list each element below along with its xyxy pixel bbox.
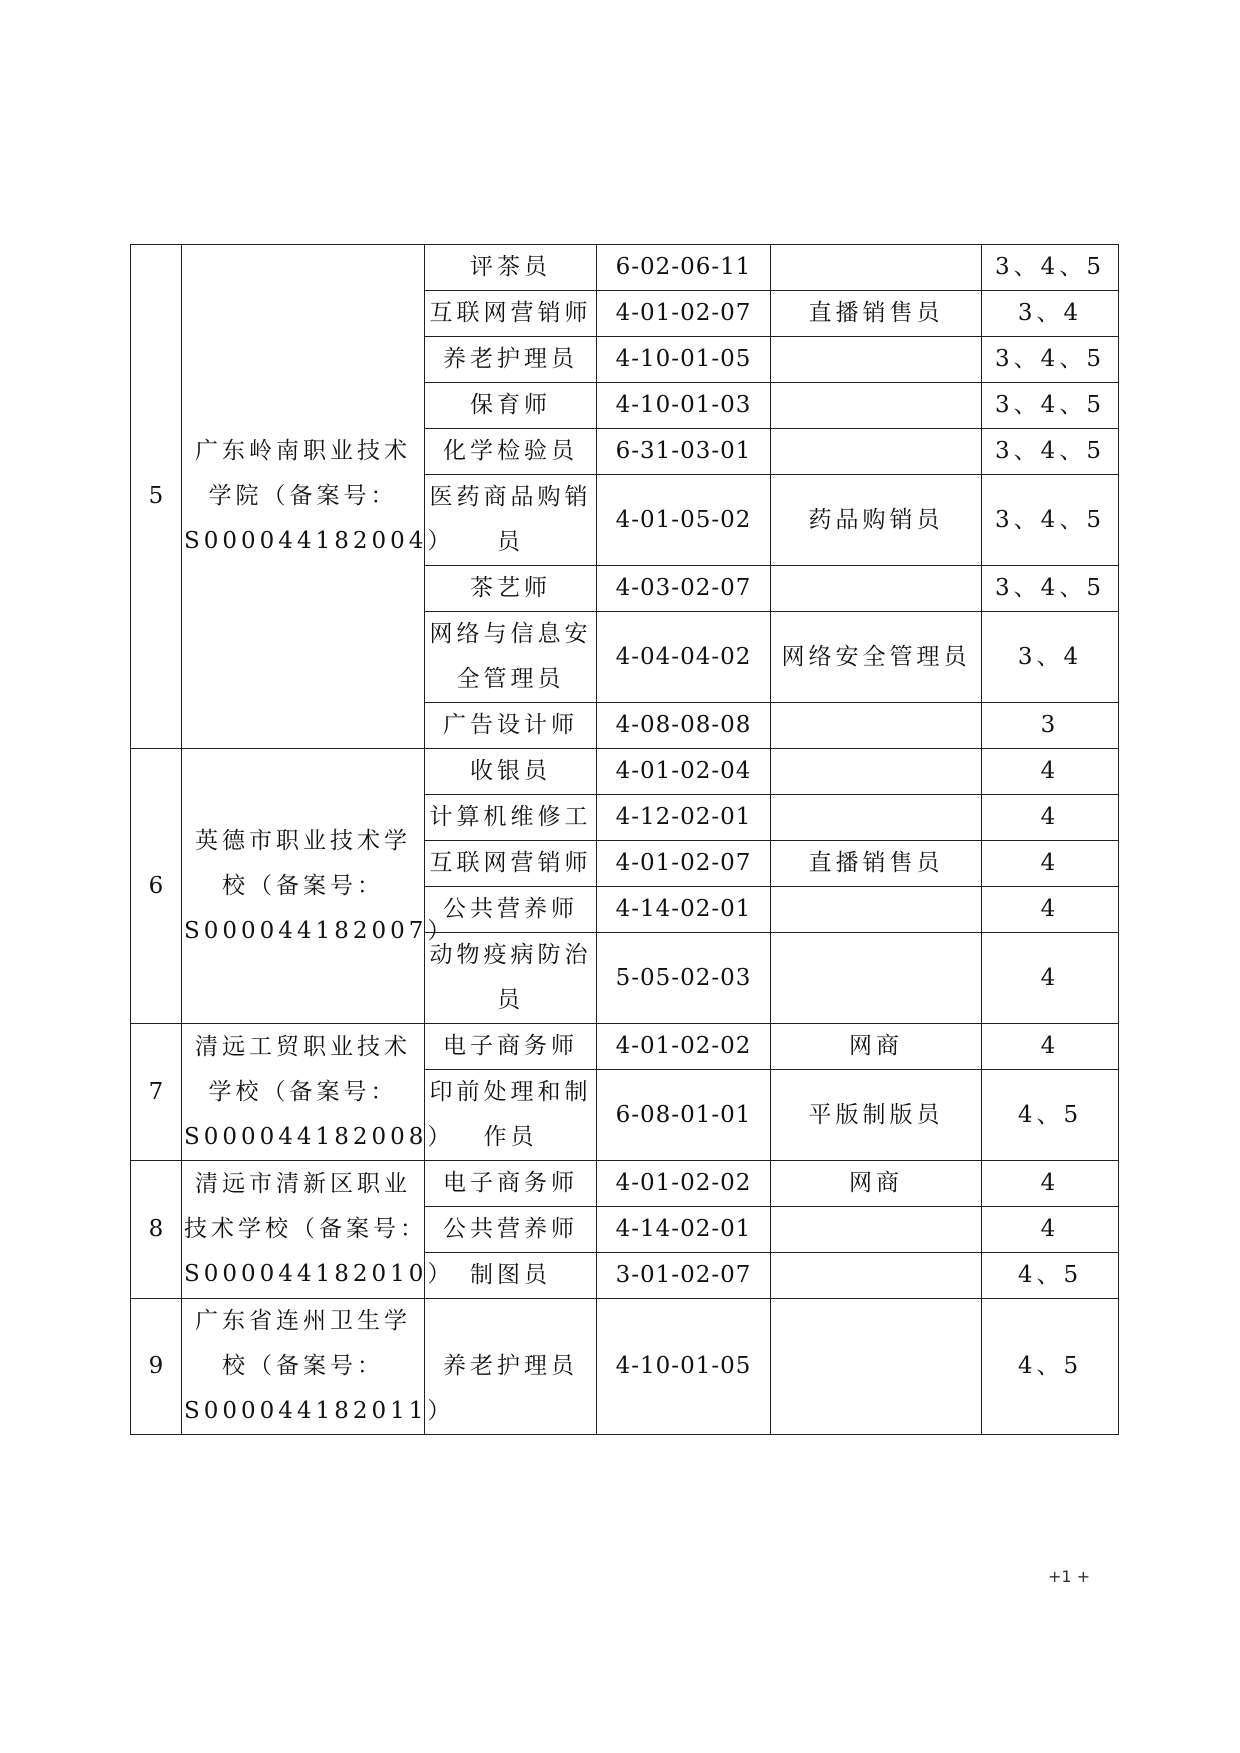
school-name-line: 清远工贸职业技术 [195, 1033, 411, 1060]
school-name-line: S000044182008） [184, 1123, 455, 1150]
levels-cell: 3、4、5 [982, 566, 1119, 612]
occupation-cell: 茶艺师 [425, 566, 597, 612]
occupation-code-cell: 3-01-02-07 [597, 1253, 771, 1299]
school-name-line: 校（备案号： [222, 872, 384, 899]
school-name-line: 英德市职业技术学 [195, 827, 411, 854]
occupation-cell: 互联网营销师 [425, 291, 597, 337]
occupation-cell: 广告设计师 [425, 703, 597, 749]
certification-table [130, 244, 1119, 1435]
occupation-code-cell: 4-12-02-01 [597, 795, 771, 841]
levels-cell: 4 [982, 1161, 1119, 1207]
table-body [131, 245, 1119, 1435]
occupation-cell: 收银员 [425, 749, 597, 795]
occupation-cell: 评茶员 [425, 245, 597, 291]
school-name-line: 技术学校（备案号： [184, 1216, 427, 1242]
school-name-line: 广东岭南职业技术 [195, 438, 411, 464]
occupation-code-cell: 4-04-04-02 [597, 612, 771, 703]
levels-cell: 4、5 [982, 1253, 1119, 1299]
subtype-cell [771, 337, 982, 383]
occupation-code-cell: 4-01-02-07 [597, 291, 771, 337]
school-name-cell [182, 749, 455, 1024]
school-name-line: 校（备案号： [222, 1353, 384, 1379]
levels-cell: 3、4、5 [982, 337, 1119, 383]
table-row [131, 1299, 1119, 1435]
levels-cell: 4、5 [982, 1299, 1119, 1435]
subtype-cell [771, 749, 982, 795]
occupation-code-cell: 4-01-02-02 [597, 1024, 771, 1070]
occupation-cell: 网络与信息安全管理员 [425, 612, 597, 703]
occupation-code-cell: 6-31-03-01 [597, 429, 771, 475]
occupation-cell: 制图员 [425, 1253, 597, 1299]
occupation-code-cell: 4-03-02-07 [597, 566, 771, 612]
occupation-code-cell: 4-14-02-01 [597, 1207, 771, 1253]
occupation-code-cell: 4-01-02-04 [597, 749, 771, 795]
subtype-cell [771, 383, 982, 429]
row-number: 9 [131, 1299, 182, 1435]
school-name-cell [182, 245, 455, 749]
row-number: 7 [131, 1024, 182, 1161]
table-row [131, 1024, 1119, 1070]
occupation-cell: 电子商务师 [425, 1024, 597, 1070]
occupation-cell: 计算机维修工 [425, 795, 597, 841]
occupation-code-cell: 5-05-02-03 [597, 933, 771, 1024]
occupation-cell: 化学检验员 [425, 429, 597, 475]
occupation-code-cell: 4-10-01-03 [597, 383, 771, 429]
levels-cell: 4 [982, 841, 1119, 887]
school-name-line: S000044182007） [184, 917, 455, 944]
school-name-line: 学校（备案号： [208, 1078, 398, 1105]
subtype-cell [771, 1299, 982, 1435]
levels-cell: 4 [982, 1024, 1119, 1070]
subtype-cell: 网络安全管理员 [771, 612, 982, 703]
table-row [131, 1161, 1119, 1207]
subtype-cell: 直播销售员 [771, 841, 982, 887]
subtype-cell [771, 887, 982, 933]
subtype-cell [771, 933, 982, 1024]
page-number: +1 + [1048, 1567, 1091, 1586]
school-name-cell [182, 1299, 455, 1435]
school-name-line: 广东省连州卫生学 [195, 1308, 411, 1334]
school-name-line: S000044182010） [184, 1261, 455, 1287]
school-name-line: 清远市清新区职业 [195, 1171, 411, 1197]
table-row [131, 245, 1119, 291]
occupation-code-cell: 4-01-05-02 [597, 475, 771, 566]
occupation-cell: 养老护理员 [425, 337, 597, 383]
levels-cell: 3、4 [982, 612, 1119, 703]
subtype-cell: 直播销售员 [771, 291, 982, 337]
school-name-cell [182, 1161, 455, 1299]
subtype-cell [771, 1253, 982, 1299]
occupation-code-cell: 4-14-02-01 [597, 887, 771, 933]
occupation-cell: 养老护理员 [425, 1299, 597, 1435]
row-number: 6 [131, 749, 182, 1024]
occupation-cell: 动物疫病防治员 [425, 933, 597, 1024]
levels-cell: 4 [982, 887, 1119, 933]
levels-cell: 4 [982, 1207, 1119, 1253]
table-row [131, 749, 1119, 795]
subtype-cell: 网商 [771, 1161, 982, 1207]
subtype-cell [771, 795, 982, 841]
levels-cell: 3、4 [982, 291, 1119, 337]
school-name-cell [182, 1024, 455, 1161]
subtype-cell: 平版制版员 [771, 1070, 982, 1161]
subtype-cell: 药品购销员 [771, 475, 982, 566]
occupation-code-cell: 4-08-08-08 [597, 703, 771, 749]
levels-cell: 3、4、5 [982, 429, 1119, 475]
occupation-cell: 电子商务师 [425, 1161, 597, 1207]
occupation-code-cell: 6-02-06-11 [597, 245, 771, 291]
occupation-cell: 公共营养师 [425, 1207, 597, 1253]
occupation-code-cell: 4-01-02-02 [597, 1161, 771, 1207]
occupation-code-cell: 6-08-01-01 [597, 1070, 771, 1161]
row-number: 5 [131, 245, 182, 749]
occupation-cell: 保育师 [425, 383, 597, 429]
occupation-cell: 印前处理和制作员 [425, 1070, 597, 1161]
levels-cell: 4 [982, 933, 1119, 1024]
occupation-cell: 公共营养师 [425, 887, 597, 933]
levels-cell: 4 [982, 749, 1119, 795]
levels-cell: 4 [982, 795, 1119, 841]
occupation-code-cell: 4-10-01-05 [597, 1299, 771, 1435]
levels-cell: 3、4、5 [982, 245, 1119, 291]
levels-cell: 3、4、5 [982, 383, 1119, 429]
subtype-cell [771, 566, 982, 612]
occupation-code-cell: 4-10-01-05 [597, 337, 771, 383]
school-name-line: S000044182004） [184, 528, 455, 554]
occupation-cell: 医药商品购销员 [425, 475, 597, 566]
levels-cell: 3、4、5 [982, 475, 1119, 566]
subtype-cell [771, 703, 982, 749]
levels-cell: 3 [982, 703, 1119, 749]
row-number: 8 [131, 1161, 182, 1299]
school-name-line: 学院（备案号： [208, 483, 398, 509]
occupation-code-cell: 4-01-02-07 [597, 841, 771, 887]
subtype-cell [771, 429, 982, 475]
subtype-cell [771, 1207, 982, 1253]
occupation-cell: 互联网营销师 [425, 841, 597, 887]
subtype-cell: 网商 [771, 1024, 982, 1070]
school-name-line: S000044182011） [184, 1398, 455, 1424]
subtype-cell [771, 245, 982, 291]
levels-cell: 4、5 [982, 1070, 1119, 1161]
